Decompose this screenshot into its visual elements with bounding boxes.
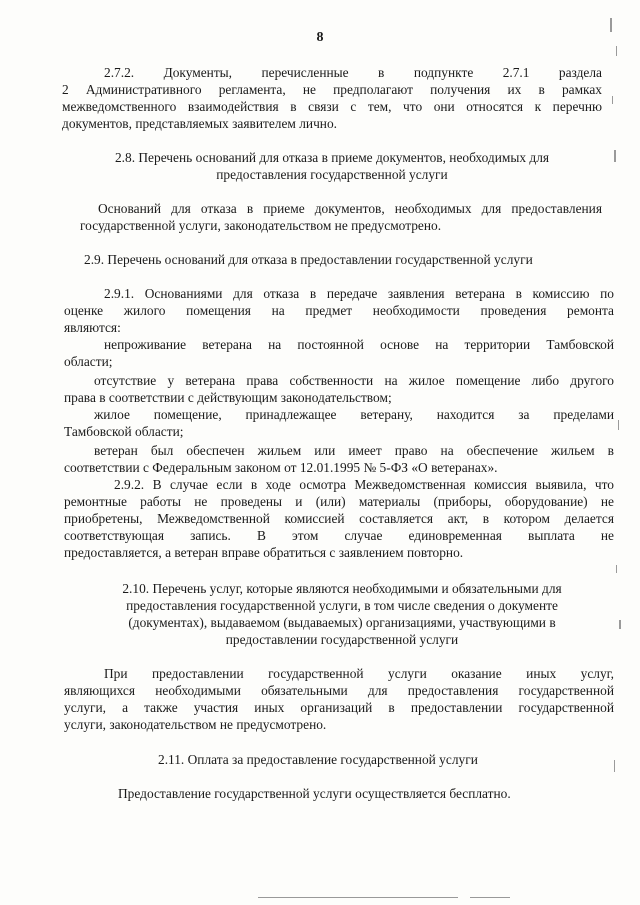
scan-artifact — [470, 897, 510, 898]
section-heading-2-10: 2.10. Перечень услуг, которые являются необходимыми и обязательными для — [122, 581, 562, 596]
paragraph-2-10-line: являющихся необходимыми обязательными для предоставления государственной — [64, 683, 614, 698]
section-heading-2-8: 2.8. Перечень оснований для отказа в приеме документов, необходимых для — [114, 150, 550, 165]
scan-artifact — [618, 420, 619, 430]
scan-artifact — [258, 897, 458, 898]
section-heading-2-9: 2.9. Перечень оснований для отказа в предоставлении государственной услуги — [84, 252, 533, 267]
paragraph-2-8-line: Оснований для отказа в приеме документов, необходимых для предоставления — [98, 201, 602, 216]
scan-artifact — [616, 46, 617, 56]
paragraph-2-10-line: услуги, законодательством не предусмотрено. — [64, 717, 327, 732]
section-heading-2-10: предоставлении государственной услуги — [225, 632, 459, 647]
paragraph-2-10-line: При предоставлении государственной услуги оказание иных услуг, — [104, 666, 614, 681]
list-item-line: ветеран был обеспечен жильем или имеет право на обеспечение жильем в — [94, 443, 614, 458]
scan-artifact — [612, 96, 613, 104]
paragraph-2-9-1-line: оценке жилого помещения на предмет необходимости проведения ремонта — [64, 303, 614, 318]
list-item-line: жилое помещение, принадлежащее ветерану, находится за пределами — [94, 407, 614, 422]
paragraph-2-7-2-line: межведомственного взаимодействия в связи с тем, что они относятся к перечню — [62, 99, 602, 114]
scan-artifact — [614, 760, 615, 772]
list-item-line: области; — [64, 354, 113, 369]
paragraph-2-9-2-line: предоставляется, а ветеран вправе обратиться с заявлением повторно. — [64, 545, 464, 560]
scan-artifact — [619, 620, 621, 629]
paragraph-2-7-2-line: 2 Административного регламента, не предполагают получения их в рамках — [62, 82, 602, 97]
section-heading-2-10: (документах), выдаваемом (выдаваемых) организациями, участвующими в — [128, 615, 556, 630]
list-item-line: непроживание ветерана на постоянной основе на территории Тамбовской — [104, 337, 614, 352]
section-heading-2-11: 2.11. Оплата за предоставление государственной услуги — [158, 752, 478, 767]
scan-artifact — [610, 18, 612, 32]
paragraph-2-7-2-line: документов, представляемых заявителем лично. — [62, 116, 338, 131]
paragraph-2-9-1-line: 2.9.1. Основаниями для отказа в передаче заявления ветерана в комиссию по — [104, 286, 614, 301]
list-item-line: Тамбовской области; — [64, 424, 184, 439]
list-item-line: права в соответствии с действующим законодательством; — [64, 390, 392, 405]
section-heading-2-10: предоставления государственной услуги, в том числе сведения о документе — [126, 598, 558, 613]
scan-artifact — [614, 150, 616, 162]
page-number: 8 — [316, 30, 324, 45]
list-item-line: соответствии с Федеральным законом от 12.01.1995 № 5-ФЗ «О ветеранах». — [64, 460, 498, 475]
paragraph-2-9-2-line: соответствующая запись. В этом случае единовременная выплата не — [64, 528, 614, 543]
paragraph-2-11: Предоставление государственной услуги осуществляется бесплатно. — [118, 786, 511, 801]
paragraph-2-9-2-line: ремонтные работы не проведены и (или) материалы (приборы, оборудование) не — [64, 494, 614, 509]
paragraph-2-9-1-line: являются: — [64, 320, 121, 335]
paragraph-2-9-2-line: приобретены, Межведомственной комиссией составляется акт, в котором делается — [64, 511, 614, 526]
paragraph-2-10-line: услуги, а также участия иных организаций в предоставлении государственной — [64, 700, 614, 715]
paragraph-2-7-2-line: 2.7.2. Документы, перечисленные в подпункте 2.7.1 раздела — [104, 65, 602, 80]
paragraph-2-8-line: государственной услуги, законодательством не предусмотрено. — [80, 218, 442, 233]
list-item-line: отсутствие у ветерана права собственности на жилое помещение либо другого — [94, 373, 614, 388]
paragraph-2-9-2-line: 2.9.2. В случае если в ходе осмотра Межведомственная комиссия выявила, что — [114, 477, 614, 492]
section-heading-2-8: предоставления государственной услуги — [216, 167, 448, 182]
scan-artifact — [616, 565, 617, 573]
